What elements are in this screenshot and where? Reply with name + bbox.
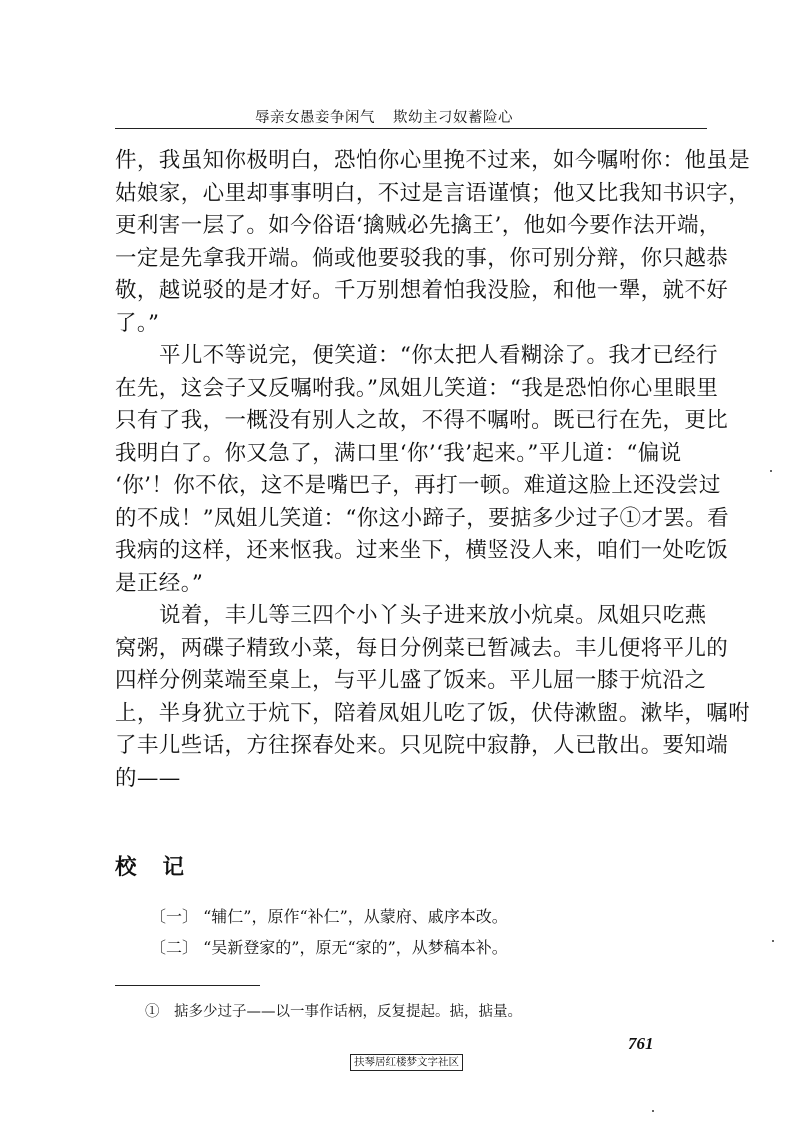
text-line: 一定是先拿我开端。倘或他要驳我的事，你可别分辩，你只越恭 (115, 245, 729, 271)
text-line: 窝粥，两碟子精致小菜，每日分例菜已暂减去。丰儿便将平儿的 (115, 635, 729, 661)
text-line: 上，半身犹立于炕下，陪着凤姐儿吃了饭，伏侍漱盥。漱毕，嘱咐 (115, 700, 751, 726)
text-line: 是正经。” (115, 570, 204, 596)
page-number: 761 (628, 1034, 654, 1053)
scan-speck (772, 940, 774, 942)
text-line: 只有了我，一概没有别人之故，不得不嘱咐。既已行在先，更比 (115, 408, 729, 433)
running-head-right: 欺幼主刁奴蓄险心 (393, 110, 513, 126)
footnote-rule (115, 985, 260, 986)
text-line: 姑娘家，心里却事事明白，不过是言语谨慎；他又比我知书识字， (115, 180, 751, 206)
text-line: 四样分例菜端至桌上，与平儿盛了饭来。平儿屈一膝于炕沿之 (115, 668, 707, 693)
text-line: 了丰儿些话，方往探春处来。只见院中寂静，人已散出。要知端 (115, 733, 729, 758)
body-text (115, 145, 751, 795)
text-line: 的不成！”凤姐儿笑道：“你这小蹄子，要掂多少过子①才罢。看 (115, 505, 730, 531)
text-line: 更利害一层了。如今俗语‘擒贼必先擒王’，他如今要作法开端， (115, 213, 721, 238)
source-stamp: 扶琴居红楼梦文字社区 (350, 1054, 463, 1071)
text-line: 敬，越说驳的是才好。千万别想着怕我没脸，和他一犟，就不好 (115, 278, 729, 303)
text-line: 的—— (115, 765, 181, 791)
text-line: 在先，这会子又反嘱咐我。”凤姐儿笑道：“我是恐怕你心里眼里 (115, 375, 719, 401)
scan-speck (652, 1110, 654, 1112)
text-line: 我病的这样，还来怄我。过来坐下，横竖没人来，咱们一处吃饭 (115, 538, 729, 563)
text-line: 了。” (115, 310, 160, 336)
collation-heading: 校记 (115, 855, 211, 880)
text-line: ‘你’！你不依，这不是嘴巴子，再打一顿。难道这脸上还没尝过 (115, 473, 721, 498)
collation-notes (150, 901, 690, 963)
text-line: 说着，丰儿等三四个小丫头子进来放小炕桌。凤姐只吃燕 (159, 603, 707, 628)
collation-note: 〔二〕 “吴新登家的”，原无“家的”，从梦稿本补。 (150, 938, 508, 957)
footnote: ① 掂多少过子——以一事作话柄，反复提起。掂，掂量。 (145, 1004, 522, 1020)
text-line: 平儿不等说完，便笑道：“你太把人看糊涂了。我才已经行 (159, 343, 718, 368)
text-line: 我明白了。你又急了，满口里‘你’‘我’起来。”平儿道：“偏说 (115, 440, 682, 466)
text-line: 件，我虽知你极明白，恐怕你心里挽不过来，如今嘱咐你：他虽是 (115, 148, 751, 173)
running-head (255, 106, 513, 127)
collation-note: 〔一〕 “辅仁”，原作“补仁”，从蒙府、戚序本改。 (150, 907, 508, 926)
running-head-left: 辱亲女愚妾争闲气 (255, 110, 375, 126)
scan-speck (770, 470, 772, 472)
header-rule (115, 128, 707, 129)
